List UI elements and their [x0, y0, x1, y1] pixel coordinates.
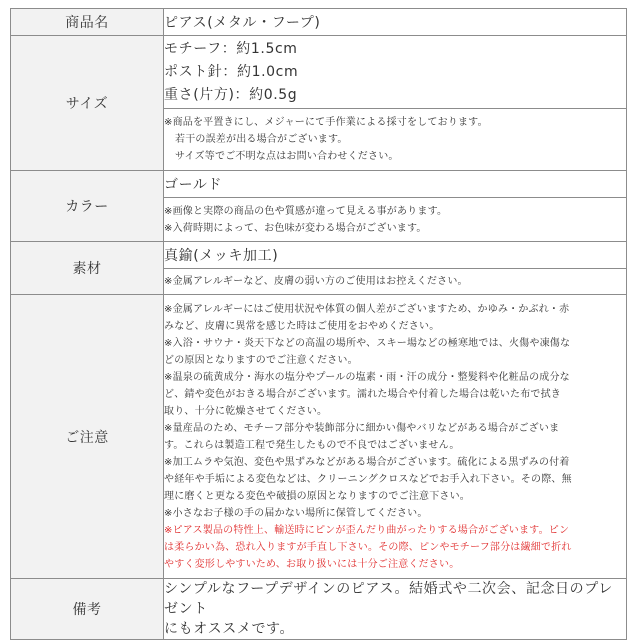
- value-color: ゴールド: [164, 171, 627, 198]
- caution-line: みなど、皮膚に異常を感じた時はご使用をおやめください。: [164, 320, 440, 332]
- caution-line: 取り、十分に乾燥させてください。: [164, 405, 328, 417]
- label-size: サイズ: [11, 36, 164, 171]
- value-material: 真鍮(メッキ加工): [164, 242, 627, 269]
- size-weight: 重さ(片方)：約0.5g: [164, 86, 298, 103]
- caution-line: や経年や手垢による変色などは、クリーニングクロスなどでお手入れ下さい。その際、無: [164, 473, 572, 485]
- caution-notes: [164, 295, 627, 579]
- row-remarks: [11, 579, 627, 640]
- remarks-line: シンプルなフープデザインのピアス。結婚式や二次会、記念日のプレゼント: [164, 581, 613, 617]
- caution-line: す。これらは製造工程で発生したもので不良ではございません。: [164, 439, 460, 451]
- remarks-line: にもオススメです。: [164, 621, 295, 637]
- caution-line: ※入浴・サウナ・炎天下などの高温の場所や、スキー場などの極寒地では、火傷や凍傷な: [164, 337, 571, 349]
- caution-line: ※金属アレルギーにはご使用状況や体質の個人差がございますため、かゆみ・かぶれ・赤: [164, 303, 570, 315]
- product-spec-table: [10, 8, 627, 640]
- label-material: 素材: [11, 242, 164, 295]
- size-note: ※商品を平置きにし、メジャーにて手作業による採寸をしております。: [164, 117, 488, 128]
- caution-line: どの原因となりますのでご注意ください。: [164, 354, 358, 366]
- caution-line: ※小さなお子様の手の届かない場所に保管してください。: [164, 507, 428, 519]
- value-size: [164, 36, 627, 109]
- size-note: 若干の誤差が出る場合がございます。: [175, 134, 348, 145]
- size-note: サイズ等でご不明な点はお問い合わせください。: [175, 151, 399, 162]
- label-remarks: 備考: [11, 579, 164, 640]
- row-size: [11, 36, 627, 109]
- row-caution: [11, 295, 627, 579]
- size-post: ポスト針：約1.0cm: [164, 63, 299, 80]
- row-color: [11, 171, 627, 198]
- caution-warning-line: ※ピアス製品の特性上、輸送時にピンが歪んだり曲がったりする場合がございます。ピン: [164, 524, 570, 536]
- caution-warning-line: は柔らかい為、恐れ入りますが手直し下さい。その際、ピンやモチーフ部分は繊細で折れ: [164, 541, 572, 553]
- row-material: [11, 242, 627, 269]
- color-note: ※画像と実際の商品の色や質感が違って見える事があります。: [164, 205, 448, 217]
- size-notes: [164, 109, 627, 171]
- caution-line: ※温泉の硫黄成分・海水の塩分やプールの塩素・雨・汗の成分・整髪料や化粧品の成分な: [164, 371, 570, 383]
- caution-line: ど、錆や変色がおきる場合がございます。濡れた場合や付着した場合は乾いた布で拭き: [164, 388, 561, 400]
- row-product-name: [11, 9, 627, 36]
- material-notes: [164, 269, 627, 295]
- caution-line: ※量産品のため、モチーフ部分や装飾部分に細かい傷やバリなどがある場合がございま: [164, 422, 560, 434]
- label-color: カラー: [11, 171, 164, 242]
- size-motif: モチーフ：約1.5cm: [164, 40, 298, 57]
- label-product-name: 商品名: [11, 9, 164, 36]
- caution-line: 理に磨くと更なる変色や破損の原因となりますのでご注意下さい。: [164, 490, 470, 502]
- caution-warning-line: やすく変形しやすいため、お取り扱いには十分ご注意ください。: [164, 558, 460, 570]
- material-note: ※金属アレルギーなど、皮膚の弱い方のご使用はお控えください。: [164, 276, 468, 287]
- color-note: ※入荷時期によって、お色味が変わる場合がございます。: [164, 222, 427, 234]
- label-caution: ご注意: [11, 295, 164, 579]
- value-remarks: [164, 579, 627, 640]
- color-notes: [164, 198, 627, 242]
- caution-line: ※加工ムラや気泡、変色や黒ずみなどがある場合がございます。硫化による黒ずみの付着: [164, 456, 570, 468]
- value-product-name: ピアス(メタル・フープ): [164, 9, 627, 36]
